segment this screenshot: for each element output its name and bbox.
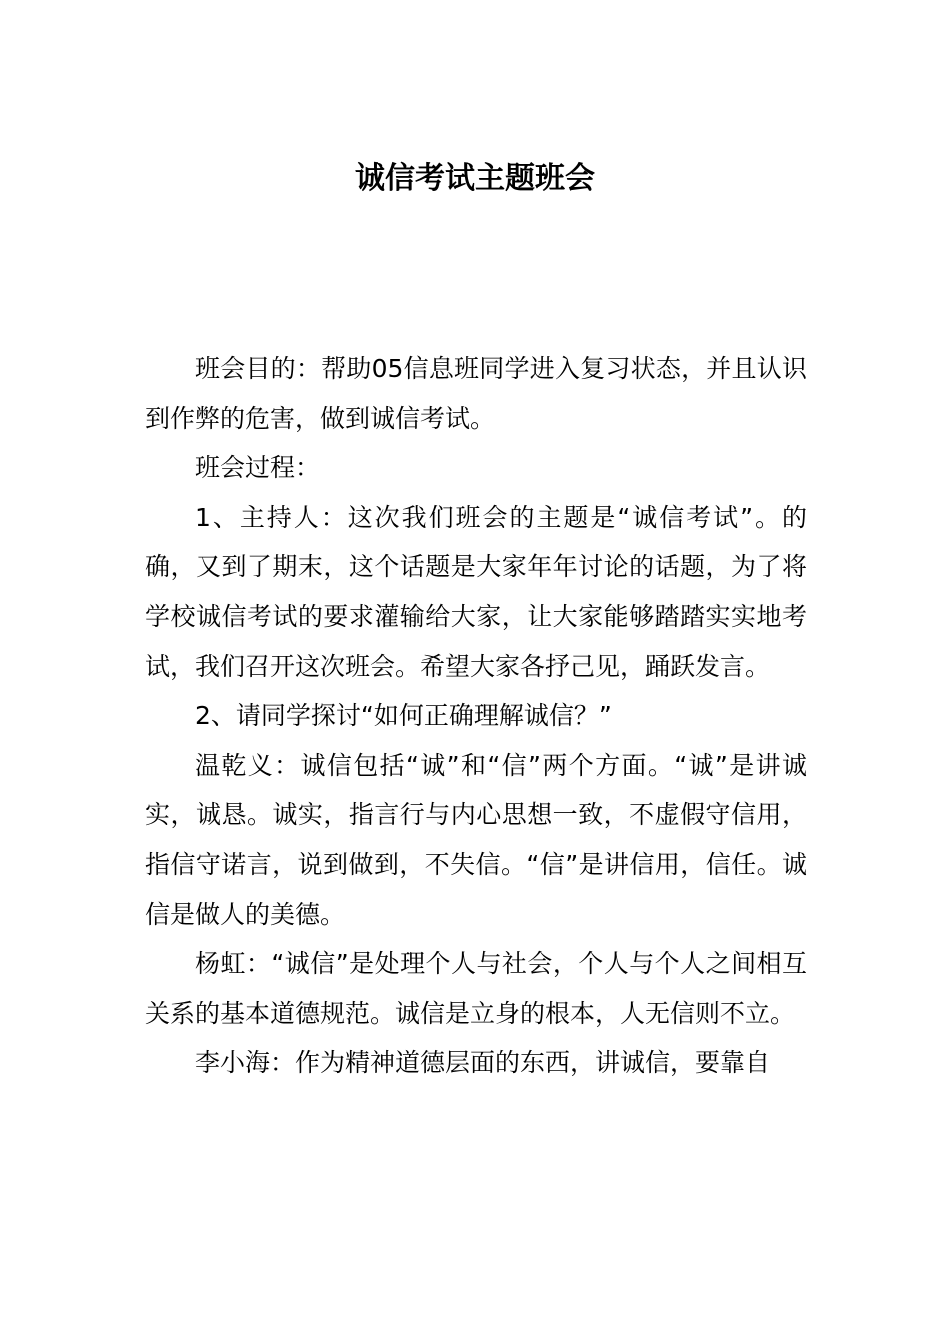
paragraph-process-heading: 班会过程：	[195, 453, 321, 483]
paragraph-li-xiaohai: 李小海：作为精神道德层面的东西，讲诚信，要靠自	[195, 1048, 771, 1078]
paragraph-wen-qianyi: 温乾义：诚信包括“诚”和“信”两个方面。“诚”是讲诚实，诚恳。诚实，指言行与内心思想一致，不虚假守信用，指信守诺言，说到做到，不失信。“信”是讲信用，信任。诚信是做人的美德。	[145, 750, 807, 929]
paragraph-yang-hong: 杨虹：“诚信”是处理个人与社会，个人与个人之间相互关系的基本道德规范。诚信是立身的根本，人无信则不立。	[145, 949, 807, 1028]
document-title: 诚信考试主题班会	[355, 161, 595, 196]
paragraph-discussion-topic: 2、请同学探讨“如何正确理解诚信？”	[195, 701, 612, 731]
paragraph-purpose: 班会目的：帮助05信息班同学进入复习状态，并且认识到作弊的危害，做到诚信考试。	[145, 354, 807, 433]
paragraph-host: 1、主持人：这次我们班会的主题是“诚信考试”。的确，又到了期末，这个话题是大家年年讨论的话题，为了将学校诚信考试的要求灌输给大家，让大家能够踏踏实实地考试，我们召开这次班会。希望大家各抒己见，踊跃发言。	[145, 502, 807, 681]
document-body	[145, 344, 807, 1088]
